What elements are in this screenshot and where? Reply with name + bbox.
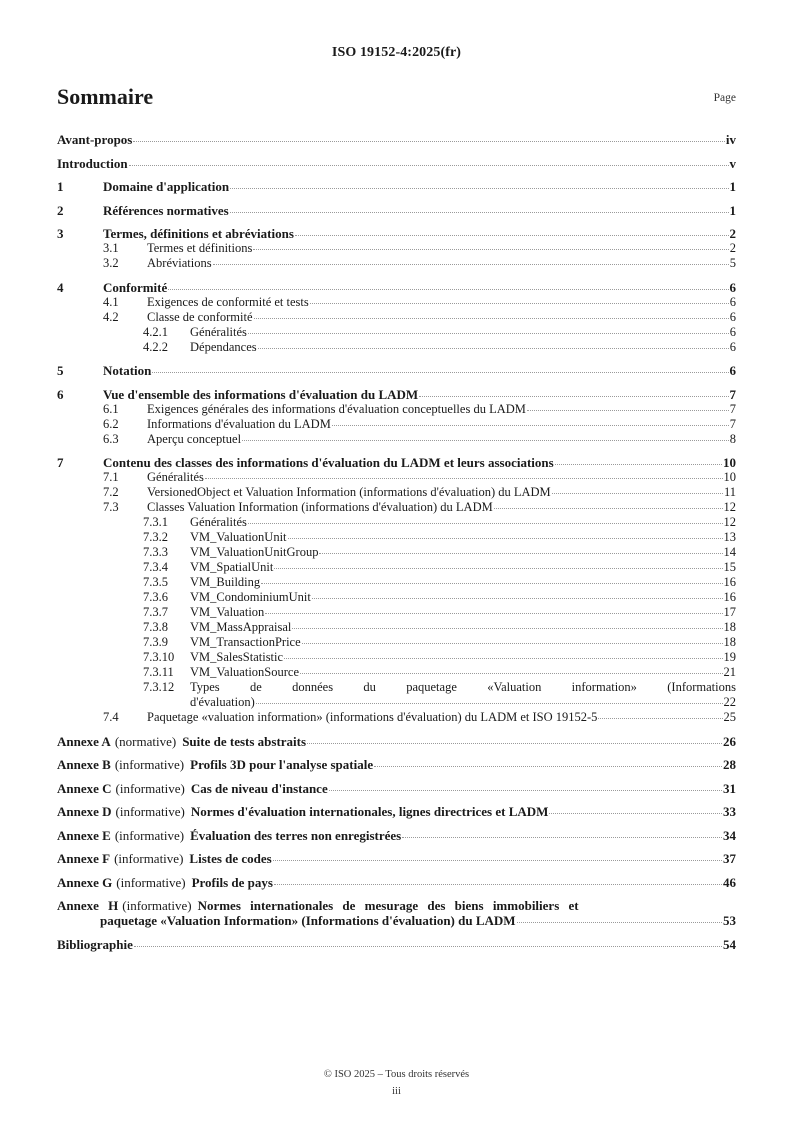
entry-page: 18 <box>723 620 736 634</box>
toc-entry-link[interactable] <box>57 179 736 194</box>
annex-kind: (informative) <box>114 851 184 866</box>
toc-entry-link[interactable] <box>57 485 736 500</box>
toc-entry-link[interactable] <box>57 500 736 515</box>
entry-page: 7 <box>729 401 736 416</box>
entry-page: 26 <box>723 733 736 749</box>
entry-page: 12 <box>723 500 736 514</box>
entry-number: 5 <box>57 363 64 378</box>
entry-page: 7 <box>729 416 736 431</box>
entry-title: VM_Building <box>190 575 261 589</box>
dot-leader <box>402 837 722 838</box>
toc-annex-link[interactable] <box>57 781 736 796</box>
toc-annex-link[interactable] <box>57 898 736 913</box>
toc-entry-link[interactable] <box>57 340 736 355</box>
annex-kind: (informative) <box>115 804 185 819</box>
entry-page: 6 <box>729 339 736 354</box>
entry-number: 4.2.2 <box>143 339 168 354</box>
entry-title: Termes et définitions <box>147 241 253 255</box>
dot-leader <box>205 478 723 479</box>
annex-title: Cas de niveau d'instance <box>190 780 328 796</box>
entry-title: VM_SalesStatistic <box>190 650 284 664</box>
entry-title: VersionedObject et Valuation Information (informations d'évaluation) du LADM <box>147 485 551 499</box>
entry-page: 19 <box>723 650 736 664</box>
dot-leader <box>253 249 728 250</box>
dot-leader <box>265 613 722 614</box>
dot-leader <box>329 790 722 791</box>
dot-leader <box>552 493 723 494</box>
toc-entry-link[interactable] <box>57 665 736 680</box>
toc-entry-link[interactable] <box>57 575 736 590</box>
entry-number: 4.1 <box>103 294 119 309</box>
entry-title: VM_ValuationUnitGroup <box>190 545 319 559</box>
annex-label: Annexe B <box>57 757 111 772</box>
entry-title: Références normatives <box>103 202 229 218</box>
toc-entry-link[interactable] <box>57 455 736 470</box>
entry-title: Classe de conformité <box>147 309 253 324</box>
toc-heading: Sommaire <box>57 84 154 109</box>
dot-leader <box>133 141 725 142</box>
entry-number: 1 <box>57 179 64 194</box>
dot-leader <box>300 673 722 674</box>
entry-title: Aperçu conceptuel <box>147 431 242 446</box>
entry-page: 33 <box>723 804 736 819</box>
annex-title: Profils 3D pour l'analyse spatiale <box>190 757 374 772</box>
annex-label: Annexe A <box>57 733 111 749</box>
annex-label: Annexe H <box>57 898 119 913</box>
entry-page: 6 <box>729 279 736 295</box>
annex-kind: (informative) <box>114 757 185 772</box>
entry-page: 13 <box>723 530 736 544</box>
entry-page: 10 <box>723 455 736 470</box>
dot-leader <box>310 303 729 304</box>
toc-entry-link[interactable] <box>57 203 736 218</box>
toc-entry-link[interactable] <box>57 710 736 725</box>
toc-entry-link[interactable] <box>57 605 736 620</box>
entry-title-continued: d'évaluation) <box>190 695 255 709</box>
dot-leader <box>274 884 722 885</box>
entry-number: 7.3.10 <box>143 650 175 664</box>
toc-entry-link[interactable] <box>57 226 736 241</box>
entry-title: Paquetage «valuation information» (informations d'évaluation) du LADM et ISO 19152-5 <box>147 710 598 724</box>
annex-title-continued: paquetage «Valuation Information» (Informations d'évaluation) du LADM <box>100 913 516 928</box>
dot-leader <box>242 440 729 441</box>
copyright-notice: © ISO 2025 – Tous droits réservés <box>323 1069 470 1080</box>
entry-number: 7.3.8 <box>143 620 168 634</box>
entry-number: 4.2 <box>103 309 119 324</box>
entry-page: 7 <box>729 386 736 402</box>
dot-leader <box>256 703 723 704</box>
toc-entry-link-continued[interactable] <box>57 695 736 710</box>
page-column-label: Page <box>713 92 736 104</box>
toc-annex-link[interactable] <box>57 851 736 866</box>
entry-page: 53 <box>723 913 736 928</box>
toc-entry-link[interactable] <box>57 470 736 485</box>
annex-title: Évaluation des terres non enregistrées <box>190 827 402 843</box>
toc-entry-link[interactable] <box>57 545 736 560</box>
entry-title: Conformité <box>103 279 168 295</box>
annex-kind: (normative) <box>114 733 177 749</box>
annex-label: Annexe C <box>57 780 112 796</box>
toc-entry-link[interactable] <box>57 241 736 256</box>
document-header-id: ISO 19152-4:2025(fr) <box>331 45 462 60</box>
toc-entry-link[interactable] <box>57 620 736 635</box>
entry-title: Exigences générales des informations d'évaluation conceptuelles du LADM <box>147 401 526 416</box>
annex-title: Normes d'évaluation internationales, lignes directrices et LADM <box>190 804 549 819</box>
annex-kind: (informative) <box>115 780 185 796</box>
entry-page: 21 <box>723 665 736 679</box>
annex-title: Suite de tests abstraits <box>182 733 307 749</box>
entry-number: 3 <box>57 226 64 241</box>
entry-title: Informations d'évaluation du LADM <box>147 416 331 431</box>
toc-entry-link[interactable] <box>57 280 736 295</box>
entry-number: 7.3.6 <box>143 590 168 604</box>
entry-page: 28 <box>723 757 736 772</box>
entry-page: 34 <box>723 827 736 843</box>
entry-page: 18 <box>723 635 736 649</box>
toc-entry-link[interactable] <box>57 937 736 952</box>
entry-page: 25 <box>723 710 736 724</box>
toc-entry-link[interactable] <box>57 295 736 310</box>
entry-title: VM_ValuationSource <box>190 665 300 679</box>
entry-number: 7.3 <box>103 500 119 514</box>
entry-page: 46 <box>723 874 736 890</box>
toc-annex-link-continued[interactable] <box>57 913 736 928</box>
entry-page: 8 <box>729 431 736 446</box>
dot-leader <box>273 860 722 861</box>
dot-leader <box>288 538 723 539</box>
entry-title: Bibliographie <box>57 936 133 952</box>
dot-leader <box>598 718 722 719</box>
entry-number: 7.3.5 <box>143 575 168 589</box>
entry-page: 1 <box>729 202 736 218</box>
toc-entry-link[interactable] <box>57 530 736 545</box>
annex-title: Profils de pays <box>191 874 273 890</box>
annex-kind: (informative) <box>122 898 192 913</box>
toc-entry-link[interactable] <box>57 590 736 605</box>
entry-page: 12 <box>723 515 736 529</box>
entry-page: iv <box>725 132 736 147</box>
entry-title: Introduction <box>57 155 128 171</box>
entry-number: 7.2 <box>103 485 119 499</box>
entry-number: 7.3.12 <box>143 680 175 694</box>
entry-number: 6.3 <box>103 431 119 446</box>
toc-entry-link[interactable] <box>57 325 736 340</box>
entry-title: VM_TransactionPrice <box>190 635 301 649</box>
dot-leader <box>168 289 728 290</box>
entry-page: 22 <box>723 695 736 709</box>
entry-page: 17 <box>723 605 736 619</box>
entry-title: Généralités <box>190 324 247 339</box>
entry-number: 4.2.1 <box>143 324 168 339</box>
entry-title: Types de données du paquetage «Valuation information» (Informations <box>190 680 736 694</box>
entry-page: 14 <box>723 545 736 559</box>
dot-leader <box>258 348 729 349</box>
entry-number: 6.2 <box>103 416 119 431</box>
entry-number: 7.1 <box>103 470 119 484</box>
entry-page: 16 <box>723 590 736 604</box>
toc-entry-link[interactable] <box>57 680 736 695</box>
annex-kind: (informative) <box>114 827 185 843</box>
entry-page: 15 <box>723 560 736 574</box>
toc-entry-link[interactable] <box>57 387 736 402</box>
entry-number: 3.1 <box>103 241 119 255</box>
annex-kind: (informative) <box>116 874 186 890</box>
annex-title: Normes internationales de mesurage des biens immobiliers et <box>197 898 579 913</box>
entry-page: 10 <box>723 470 736 484</box>
toc-entry-link[interactable] <box>57 363 736 378</box>
entry-number: 7.3.7 <box>143 605 168 619</box>
dot-leader <box>419 396 728 397</box>
toc-annex-link[interactable] <box>57 875 736 890</box>
dot-leader <box>527 410 729 411</box>
entry-title: VM_ValuationUnit <box>190 530 287 544</box>
entry-title: VM_MassAppraisal <box>190 620 292 634</box>
entry-title: Domaine d'application <box>103 179 230 194</box>
entry-number: 7 <box>57 455 64 470</box>
entry-page: 6 <box>729 324 736 339</box>
entry-number: 6.1 <box>103 401 119 416</box>
entry-title: Abréviations <box>147 256 212 270</box>
entry-number: 7.3.9 <box>143 635 168 649</box>
entry-page: 16 <box>723 575 736 589</box>
dot-leader <box>230 188 728 189</box>
dot-leader <box>261 583 722 584</box>
toc-annex-link[interactable] <box>57 828 736 843</box>
entry-page: 6 <box>729 309 736 324</box>
entry-page: 5 <box>729 256 736 270</box>
entry-number: 6 <box>57 386 64 402</box>
entry-number: 7.3.3 <box>143 545 168 559</box>
toc-entry-link[interactable] <box>57 402 736 417</box>
entry-title: Généralités <box>190 515 247 529</box>
entry-number: 4 <box>57 279 64 295</box>
entry-title: Classes Valuation Information (informations d'évaluation) du LADM <box>147 500 493 514</box>
entry-page: 37 <box>723 851 736 866</box>
toc-annex-link[interactable] <box>57 734 736 749</box>
toc-entry-link[interactable] <box>57 650 736 665</box>
toc-entry-link[interactable] <box>57 560 736 575</box>
page-footer <box>0 1066 793 1100</box>
dot-leader <box>134 946 722 947</box>
dot-leader <box>295 235 729 236</box>
entry-title: VM_SpatialUnit <box>190 560 274 574</box>
dot-leader <box>129 165 729 166</box>
toc-entry-link[interactable] <box>57 156 736 171</box>
dot-leader <box>292 628 722 629</box>
toc-entry-link[interactable] <box>57 132 736 147</box>
entry-number: 7.4 <box>103 710 119 724</box>
entry-number: 2 <box>57 202 64 218</box>
dot-leader <box>549 813 722 814</box>
annex-label: Annexe D <box>57 804 112 819</box>
dot-leader <box>152 372 728 373</box>
dot-leader <box>284 658 722 659</box>
toc-entry-link[interactable] <box>57 417 736 432</box>
dot-leader <box>248 523 723 524</box>
annex-label: Annexe E <box>57 827 111 843</box>
entry-title: Termes, définitions et abréviations <box>103 226 294 241</box>
toc-entry-link[interactable] <box>57 432 736 447</box>
dot-leader <box>319 553 722 554</box>
annex-label: Annexe F <box>57 851 111 866</box>
entry-page: 31 <box>723 780 736 796</box>
page-number: iii <box>392 1086 401 1097</box>
entry-title: VM_Valuation <box>190 605 265 619</box>
dot-leader <box>254 318 729 319</box>
annex-label: Annexe G <box>57 874 113 890</box>
entry-page: v <box>729 155 736 171</box>
dot-leader <box>213 264 729 265</box>
entry-title: Contenu des classes des informations d'évaluation du LADM et leurs associations <box>103 455 554 470</box>
entry-page: 11 <box>723 485 736 499</box>
toc-entry-link[interactable] <box>57 256 736 271</box>
entry-number: 7.3.4 <box>143 560 168 574</box>
table-of-contents <box>57 124 736 952</box>
entry-page: 1 <box>729 179 736 194</box>
entry-title: Exigences de conformité et tests <box>147 294 309 309</box>
dot-leader <box>494 508 723 509</box>
entry-title: Généralités <box>147 470 204 484</box>
entry-number: 7.3.1 <box>143 515 168 529</box>
dot-leader <box>302 643 723 644</box>
entry-page: 6 <box>729 363 736 378</box>
dot-leader <box>332 425 729 426</box>
toc-annex-link[interactable] <box>57 757 736 772</box>
dot-leader <box>248 333 729 334</box>
dot-leader <box>555 464 722 465</box>
entry-number: 7.3.11 <box>143 665 174 679</box>
entry-title: Avant-propos <box>57 132 133 147</box>
entry-page: 54 <box>723 936 736 952</box>
entry-number: 7.3.2 <box>143 530 168 544</box>
entry-title: VM_CondominiumUnit <box>190 590 311 604</box>
dot-leader <box>374 766 722 767</box>
dot-leader <box>230 212 729 213</box>
toc-entry-link[interactable] <box>57 310 736 325</box>
toc-entry-link[interactable] <box>57 635 736 650</box>
toc-annex-link[interactable] <box>57 804 736 819</box>
dot-leader <box>312 598 723 599</box>
entry-page: 2 <box>729 226 736 241</box>
dot-leader <box>307 743 722 744</box>
toc-entry-link[interactable] <box>57 515 736 530</box>
entry-title: Notation <box>103 363 152 378</box>
entry-title: Vue d'ensemble des informations d'évaluation du LADM <box>103 386 419 402</box>
dot-leader <box>274 568 722 569</box>
dot-leader <box>517 922 722 923</box>
entry-title: Dépendances <box>190 339 257 354</box>
entry-page: 2 <box>729 241 736 255</box>
annex-title: Listes de codes <box>189 851 272 866</box>
entry-page: 6 <box>729 294 736 309</box>
entry-number: 3.2 <box>103 256 119 270</box>
